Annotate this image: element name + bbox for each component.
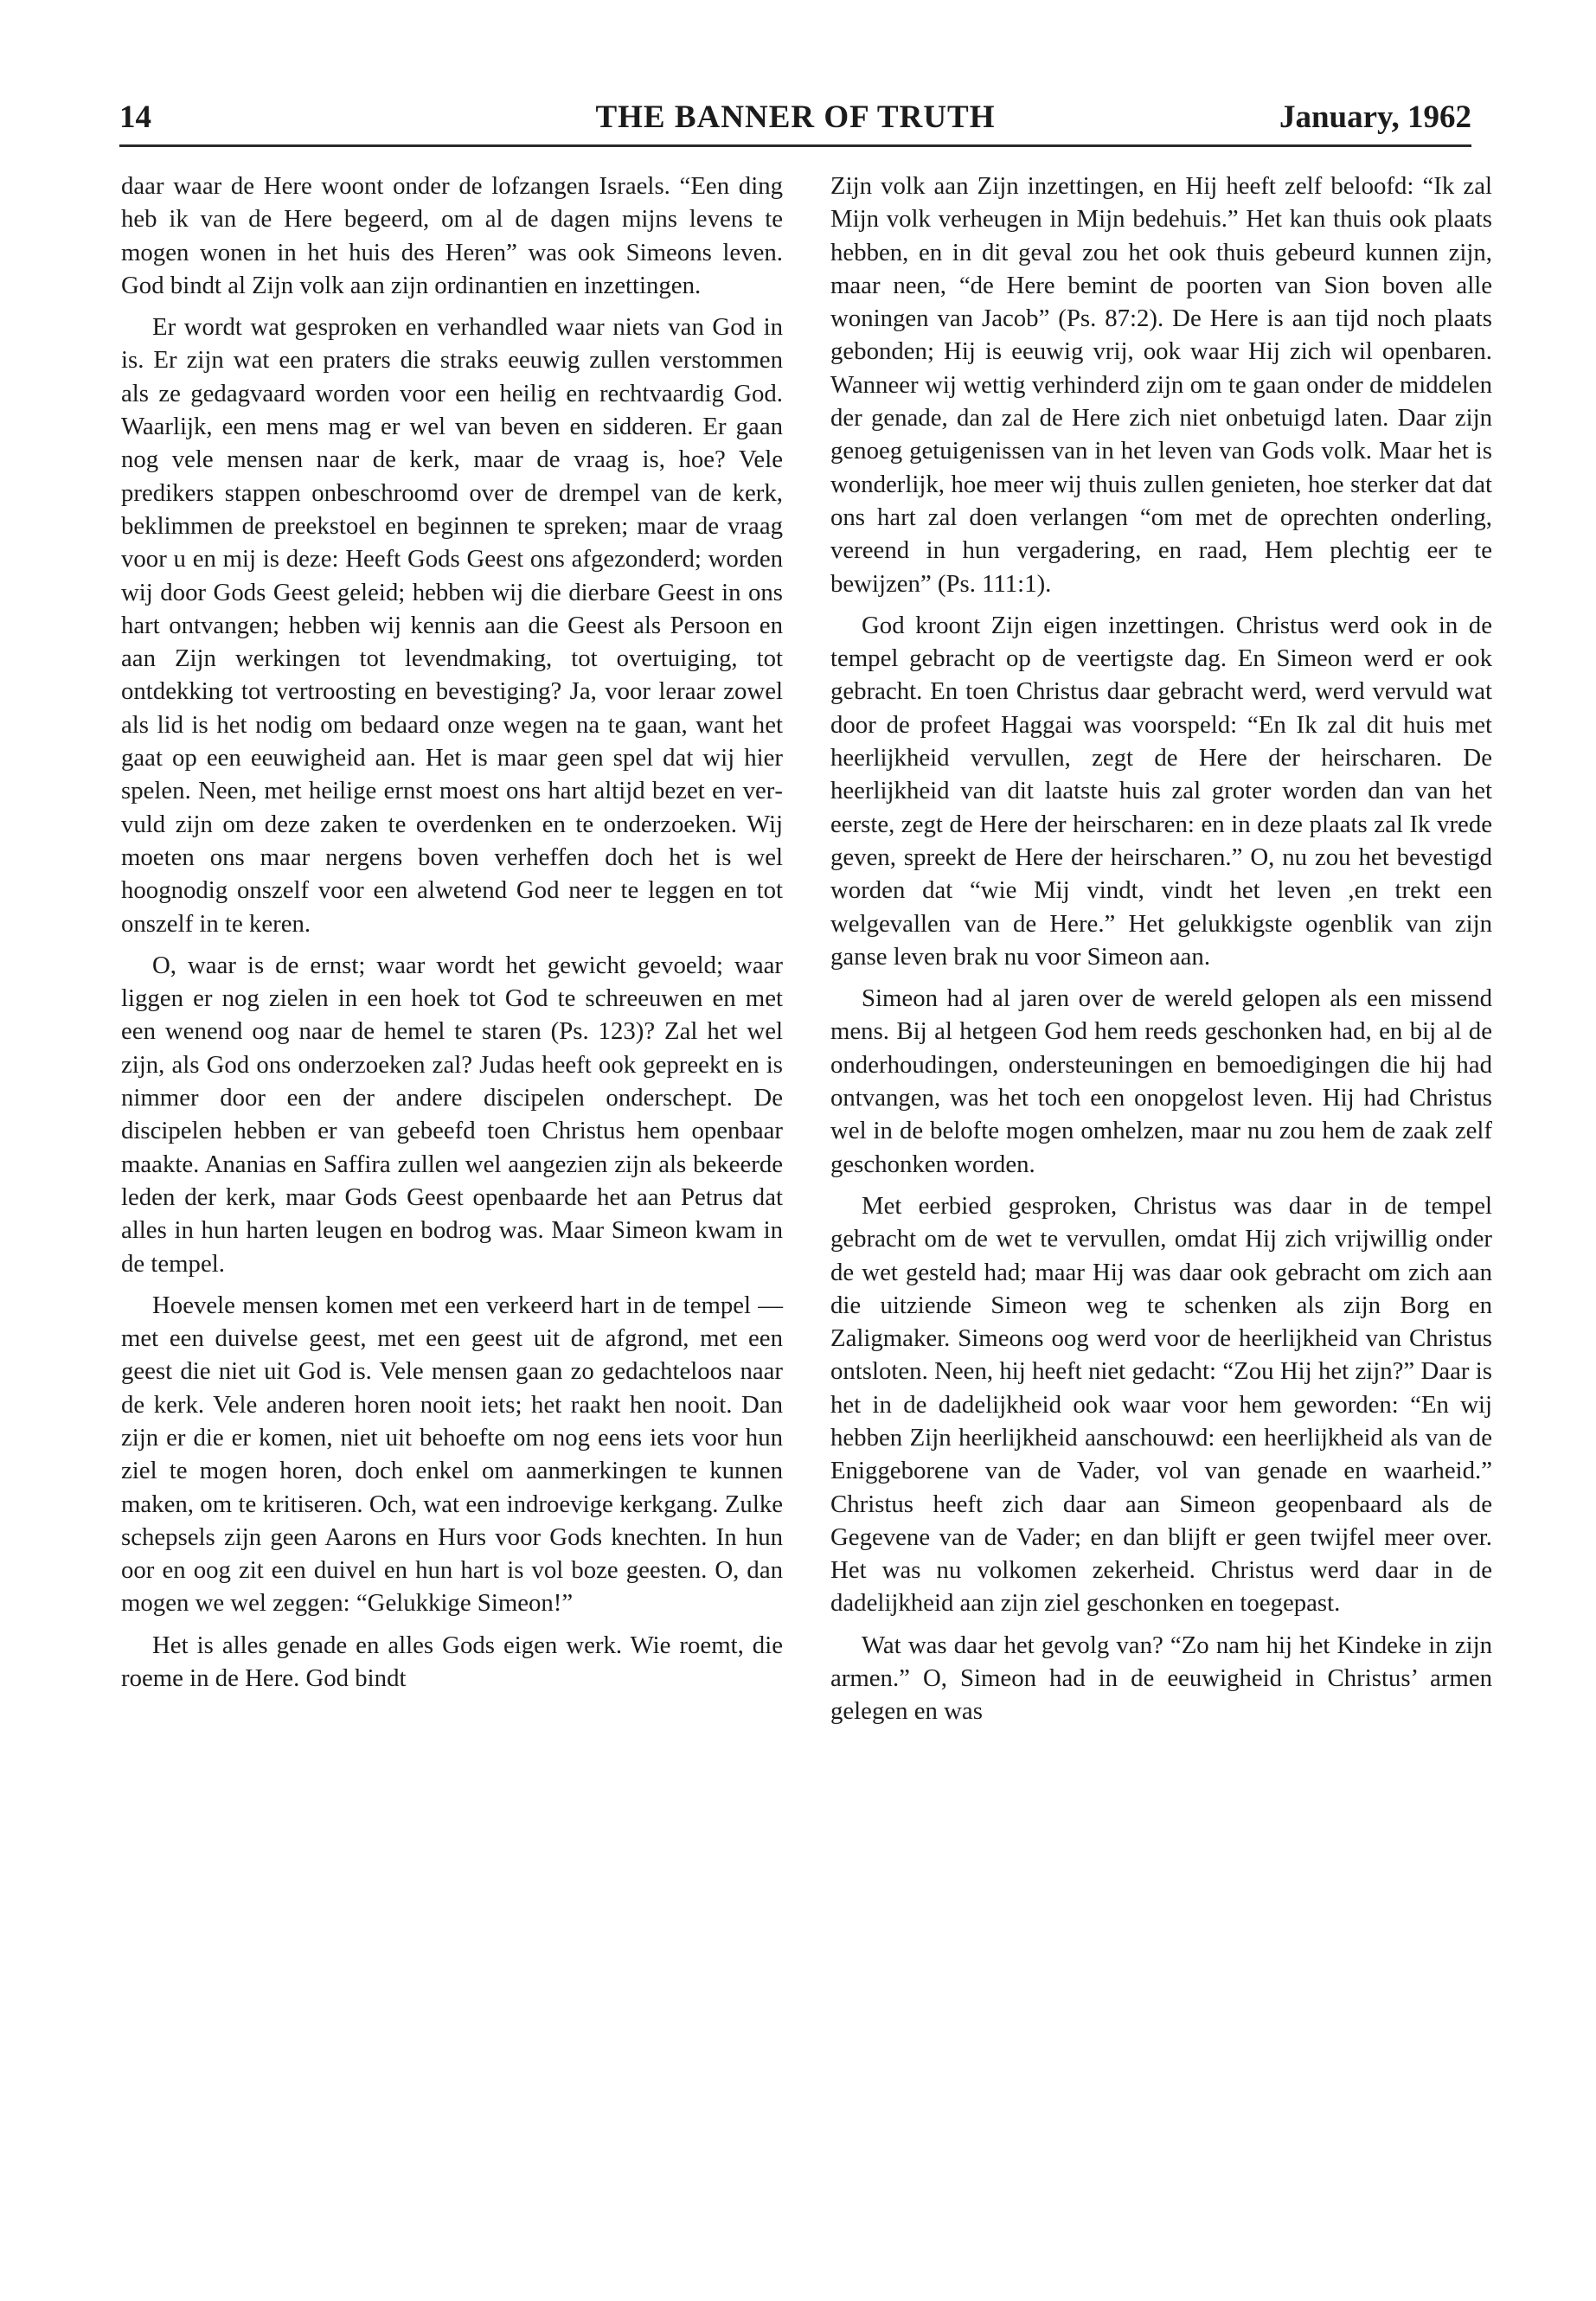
paragraph: O, waar is de ernst; waar wordt het gewicht gevoeld; waar liggen er nog zielen in een hoek tot God te schreeuwen en met een wenend oog naar de hemel te staren (Ps. 123)? Zal het wel zijn, als God ons onderzoeken zal? Judas heeft ook gepreekt en is nimmer door een der andere discipelen onderschept. De discipelen hebben er van gebeefd toen Christus hem openbaar maakte. Ananias en Saffira zullen wel aangezien zijn als bekeerde leden der kerk, maar Gods Geest openbaarde het aan Petrus dat alles in hun harten leugen en bodrog was. Maar Simeon kwam in de tempel. (121, 951, 783, 1278)
right-column (830, 170, 1492, 1737)
paragraph: Wat was daar het gevolg van? “Zo nam hij het Kindeke in zijn armen.” O, Simeon had in de eeuwigheid in Christus’ armen gelegen en was (830, 1631, 1492, 1726)
paragraph: God kroont Zijn eigen inzettingen. Christus werd ook in de tempel gebracht op de veertigste dag. En Simeon werd er ook gebracht. En toen Christus daar gebracht werd, werd vervuld wat door de profeet Haggai was voorspeld: “En Ik zal dit huis met heerlijkheid vervullen, zegt de Here der heirscharen. De heerlijkheid van dit laatste huis zal groter worden dan van het eerste, zegt de Here der heirscharen: en in deze plaats zal Ik vrede geven, spreekt de Here der heirscharen.” O, nu zou het bevestigd worden dat “wie Mij vindt, vindt het leven ,en trekt een welgevallen van de Here.” Het gelukkigste ogenblik van zijn ganse leven brak nu voor Simeon aan. (830, 611, 1492, 971)
page-number: 14 (119, 99, 151, 135)
publication-title: THE BANNER OF TRUTH (595, 99, 996, 135)
paragraph: Er wordt wat gesproken en verhandled waar niets van God in is. Er zijn wat een praters die straks eeuwig zullen verstommen als ze gedagvaard worden voor een heilig en rechtvaardig God. Waarlijk, een mens mag er wel van beven en sidderen. Er gaan nog vele mensen naar de kerk, maar de vraag is, hoe? Vele predikers stappen onbeschroomd over de drempel van de kerk, beklimmen de preekstoel en beginnen te spreken; maar de vraag voor u en mij is deze: Heeft Gods Geest ons afgezonderd; worden wij door Gods Geest geleid; hebben wij die dierbare Geest in ons hart ontvangen; hebben wij kennis aan die Geest als Persoon en aan Zijn werkingen tot levendmaking, tot overtuiging, tot ontdekking tot vertroosting en bevestiging? Ja, voor leraar zowel als lid is het nodig om bedaard onze wegen na te gaan, want het gaat op een eeuwigheid aan. Het is maar geen spel dat wij hier spelen. Neen, met heilige ernst moest ons hart altijd bezet en vervuld zijn om deze zaken te overdenken en te onderzoeken. Wij moeten ons maar nergens boven verheffen doch het is wel hoognodig onszelf voor een alwetend God neer te leggen en tot onszelf in te keren. (121, 313, 783, 938)
paragraph: Het is alles genade en alles Gods eigen werk. Wie roemt, die roeme in de Here. God bindt (121, 1631, 783, 1693)
issue-date: January, 1962 (1279, 99, 1471, 135)
paragraph: Zijn volk aan Zijn inzettingen, en Hij heeft zelf beloofd: “Ik zal Mijn volk verheugen in Mijn bedehuis.” Het kan thuis ook plaats hebben, en in dit geval zou het ook thuis gebeurd kunnen zijn, maar neen, “de Here bemint de poorten van Sion boven alle woningen van Jacob” (Ps. 87:2). De Here is aan tijd noch plaats gebonden; Hij is eeuwig vrij, ook waar Hij zich wil openbaren. Wanneer wij wettig verhinderd zijn om te gaan onder de middelen der genade, dan zal de Here zich niet onbetuigd laten. Daar zijn genoeg getuigenissen van in het leven van Gods volk. Maar het is wonderlijk, hoe meer wij thuis zullen genieten, hoe sterker dat dat ons hart zal doen verlangen “om met de oprechten onderling, vereend in hun vergadering, en raad, Hem plechtig eer te bewijzen” (Ps. 111:1). (830, 172, 1492, 598)
left-column (121, 170, 783, 1703)
paragraph: Met eerbied gesproken, Christus was daar in de tempel gebracht om de wet te vervullen, omdat Hij zich vrijwillig onder de wet gesteld had; maar Hij was daar ook gebracht om zich aan die uitziende Simeon weg te schenken als zijn Borg en Zaligmaker. Simeons oog werd voor de heerlijkheid van Christus ontsloten. Neen, hij heeft niet gedacht: “Zou Hij het zijn?” Daar is het in de dadelijkheid ook waar voor hem geworden: “En wij hebben Zijn heerlijkheid aanschouwd: een heerlijkheid als van de Eniggeborene van de Vader, vol van genade en waarheid.” Christus heeft zich daar aan Simeon geopenbaard als de Gegevene van de Vader; en dan blijft er geen twijfel meer over. Het was nu volkomen zekerheid. Christus werd daar in de dadelijkheid aan zijn ziel geschonken en toegepast. (830, 1191, 1492, 1618)
header-rule (119, 144, 1471, 147)
running-header (119, 97, 1471, 138)
paragraph: Simeon had al jaren over de wereld gelopen als een missend mens. Bij al hetgeen God hem reeds geschonken had, en bij al de onderhoudingen, ondersteuningen en bemoedigingen die hij had ontvangen, was het toch een onopgelost leven. Hij had Christus wel in de belofte mogen omhelzen, maar nu zou hem de zaak zelf geschonken worden. (830, 984, 1492, 1178)
paragraph: daar waar de Here woont onder de lofzangen Israels. “Een ding heb ik van de Here begeerd, om al de dagen mijns levens te mogen wonen in het huis des Heren” was ook Simeons leven. God bindt al Zijn volk aan zijn ordinantien en inzettingen. (121, 172, 783, 299)
paragraph: Hoevele mensen komen met een verkeerd hart in de tempel — met een duivelse geest, met een geest uit de afgrond, met een geest die niet uit God is. Vele mensen gaan zo gedachteloos naar de kerk. Vele anderen horen nooit iets; het raakt hen nooit. Dan zijn er die er komen, niet uit behoefte om nog eens iets voor hun ziel te mogen horen, doch enkel om aanmerkingen te kunnen maken, om te kritiseren. Och, wat een indroevige kerkgang. Zulke schepsels zijn geen Aarons en Hurs voor Gods knechten. In hun oor en oog zit een duivel en hun hart is vol boze geesten. O, dan mogen we wel zeggen: “Gelukkige Simeon!” (121, 1291, 783, 1618)
